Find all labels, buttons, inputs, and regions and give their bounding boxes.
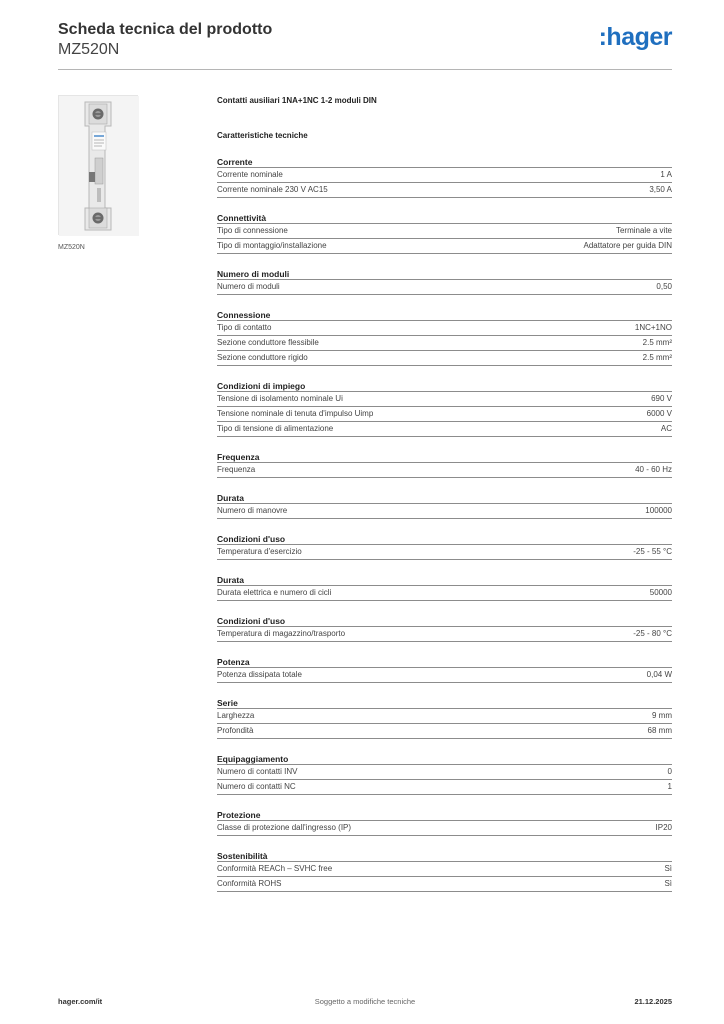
section-title: Sostenibilità [217,850,672,862]
spec-label: Tipo di contatto [217,323,272,332]
spec-label: Profondità [217,726,254,735]
spec-section [217,451,672,478]
spec-content [217,95,672,892]
spec-label: Tipo di tensione di alimentazione [217,424,334,433]
spec-value: Adattatore per guida DIN [583,241,672,250]
spec-section [217,809,672,836]
spec-label: Sezione conduttore flessibile [217,338,319,347]
spec-sections [217,156,672,892]
spec-label: Temperatura di magazzino/trasporto [217,629,346,638]
section-title: Serie [217,697,672,709]
spec-label: Conformità ROHS [217,879,282,888]
spec-row [217,765,672,780]
spec-row [217,422,672,437]
spec-section [217,533,672,560]
spec-label: Numero di contatti NC [217,782,296,791]
spec-row [217,724,672,739]
spec-label: Numero di contatti INV [217,767,298,776]
spec-value: -25 - 55 °C [633,547,672,556]
spec-row [217,586,672,601]
spec-label: Temperatura d'esercizio [217,547,302,556]
section-title: Condizioni d'uso [217,615,672,627]
spec-section [217,656,672,683]
spec-label: Sezione conduttore rigido [217,353,308,362]
spec-value: 40 - 60 Hz [635,465,672,474]
spec-value: Terminale a vite [615,226,672,235]
spec-row [217,407,672,422]
spec-label: Potenza dissipata totale [217,670,302,679]
section-title: Condizioni di impiego [217,380,672,392]
section-title: Numero di moduli [217,268,672,280]
section-title: Equipaggiamento [217,753,672,765]
technical-features-heading: Caratteristiche tecniche [217,131,308,140]
spec-section [217,753,672,795]
spec-label: Classe di protezione dall'ingresso (IP) [217,823,352,832]
spec-label: Conformità REACh – SVHC free [217,864,333,873]
spec-label: Frequenza [217,465,256,474]
spec-value: AC [660,424,672,433]
hager-logo: :hager [598,23,672,51]
spec-value: IP20 [655,823,672,832]
spec-label: Durata elettrica e numero di cicli [217,588,332,597]
section-title: Condizioni d'uso [217,533,672,545]
spec-row [217,336,672,351]
spec-value: 0 [667,767,672,776]
spec-section [217,212,672,254]
spec-value: 68 mm [647,726,672,735]
page-footer [58,997,672,1009]
section-title: Durata [217,574,672,586]
spec-value: Sì [664,879,672,888]
spec-label: Numero di manovre [217,506,288,515]
spec-label: Tensione nominale di tenuta d'impulso Uimp [217,409,374,418]
spec-row [217,709,672,724]
auxiliary-contact-illustration [59,96,139,236]
product-image [58,95,138,235]
page-header [58,20,672,70]
spec-section [217,615,672,642]
spec-row [217,463,672,478]
spec-section [217,309,672,366]
spec-value: 9 mm [652,711,672,720]
spec-value: -25 - 80 °C [633,629,672,638]
spec-row [217,877,672,892]
spec-value: 2.5 mm² [642,338,672,347]
spec-value: 50000 [649,588,672,597]
spec-row [217,224,672,239]
page-title: Scheda tecnica del prodotto [58,21,273,38]
spec-row [217,351,672,366]
footer-website: hager.com/it [58,997,103,1006]
spec-value: 100000 [645,506,672,515]
spec-section [217,697,672,739]
section-title: Corrente [217,156,672,168]
product-name: Contatti ausiliari 1NA+1NC 1-2 moduli DIN [217,96,377,105]
spec-row [217,392,672,407]
spec-row [217,668,672,683]
section-title: Potenza [217,656,672,668]
spec-row [217,545,672,560]
spec-value: 3,50 A [649,185,672,194]
spec-section [217,850,672,892]
spec-row [217,627,672,642]
spec-value: 0,04 W [646,670,672,679]
spec-section [217,574,672,601]
spec-row [217,321,672,336]
section-title: Durata [217,492,672,504]
spec-value: 1NC+1NO [634,323,672,332]
spec-section [217,380,672,437]
spec-value: 690 V [651,394,672,403]
spec-value: 1 A [660,170,672,179]
spec-row [217,821,672,836]
spec-value: 6000 V [646,409,672,418]
footer-date: 21.12.2025 [634,997,672,1006]
spec-label: Numero di moduli [217,282,280,291]
spec-row [217,504,672,519]
spec-value: 2.5 mm² [642,353,672,362]
spec-row [217,183,672,198]
spec-row [217,239,672,254]
spec-row [217,862,672,877]
spec-label: Tipo di montaggio/installazione [217,241,327,250]
spec-value: Sì [664,864,672,873]
spec-label: Larghezza [217,711,255,720]
section-title: Protezione [217,809,672,821]
section-title: Connettività [217,212,672,224]
spec-row [217,168,672,183]
spec-section [217,268,672,295]
spec-row [217,280,672,295]
spec-label: Corrente nominale 230 V AC15 [217,185,328,194]
spec-section [217,156,672,198]
spec-value: 1 [667,782,672,791]
spec-label: Tensione di isolamento nominale Ui [217,394,343,403]
spec-row [217,780,672,795]
footer-disclaimer: Soggetto a modifiche tecniche [314,997,416,1006]
section-title: Frequenza [217,451,672,463]
spec-label: Corrente nominale [217,170,283,179]
image-caption: MZ520N [58,244,85,251]
spec-value: 0,50 [656,282,672,291]
spec-label: Tipo di connessione [217,226,288,235]
section-title: Connessione [217,309,672,321]
spec-section [217,492,672,519]
product-code: MZ520N [58,41,120,58]
